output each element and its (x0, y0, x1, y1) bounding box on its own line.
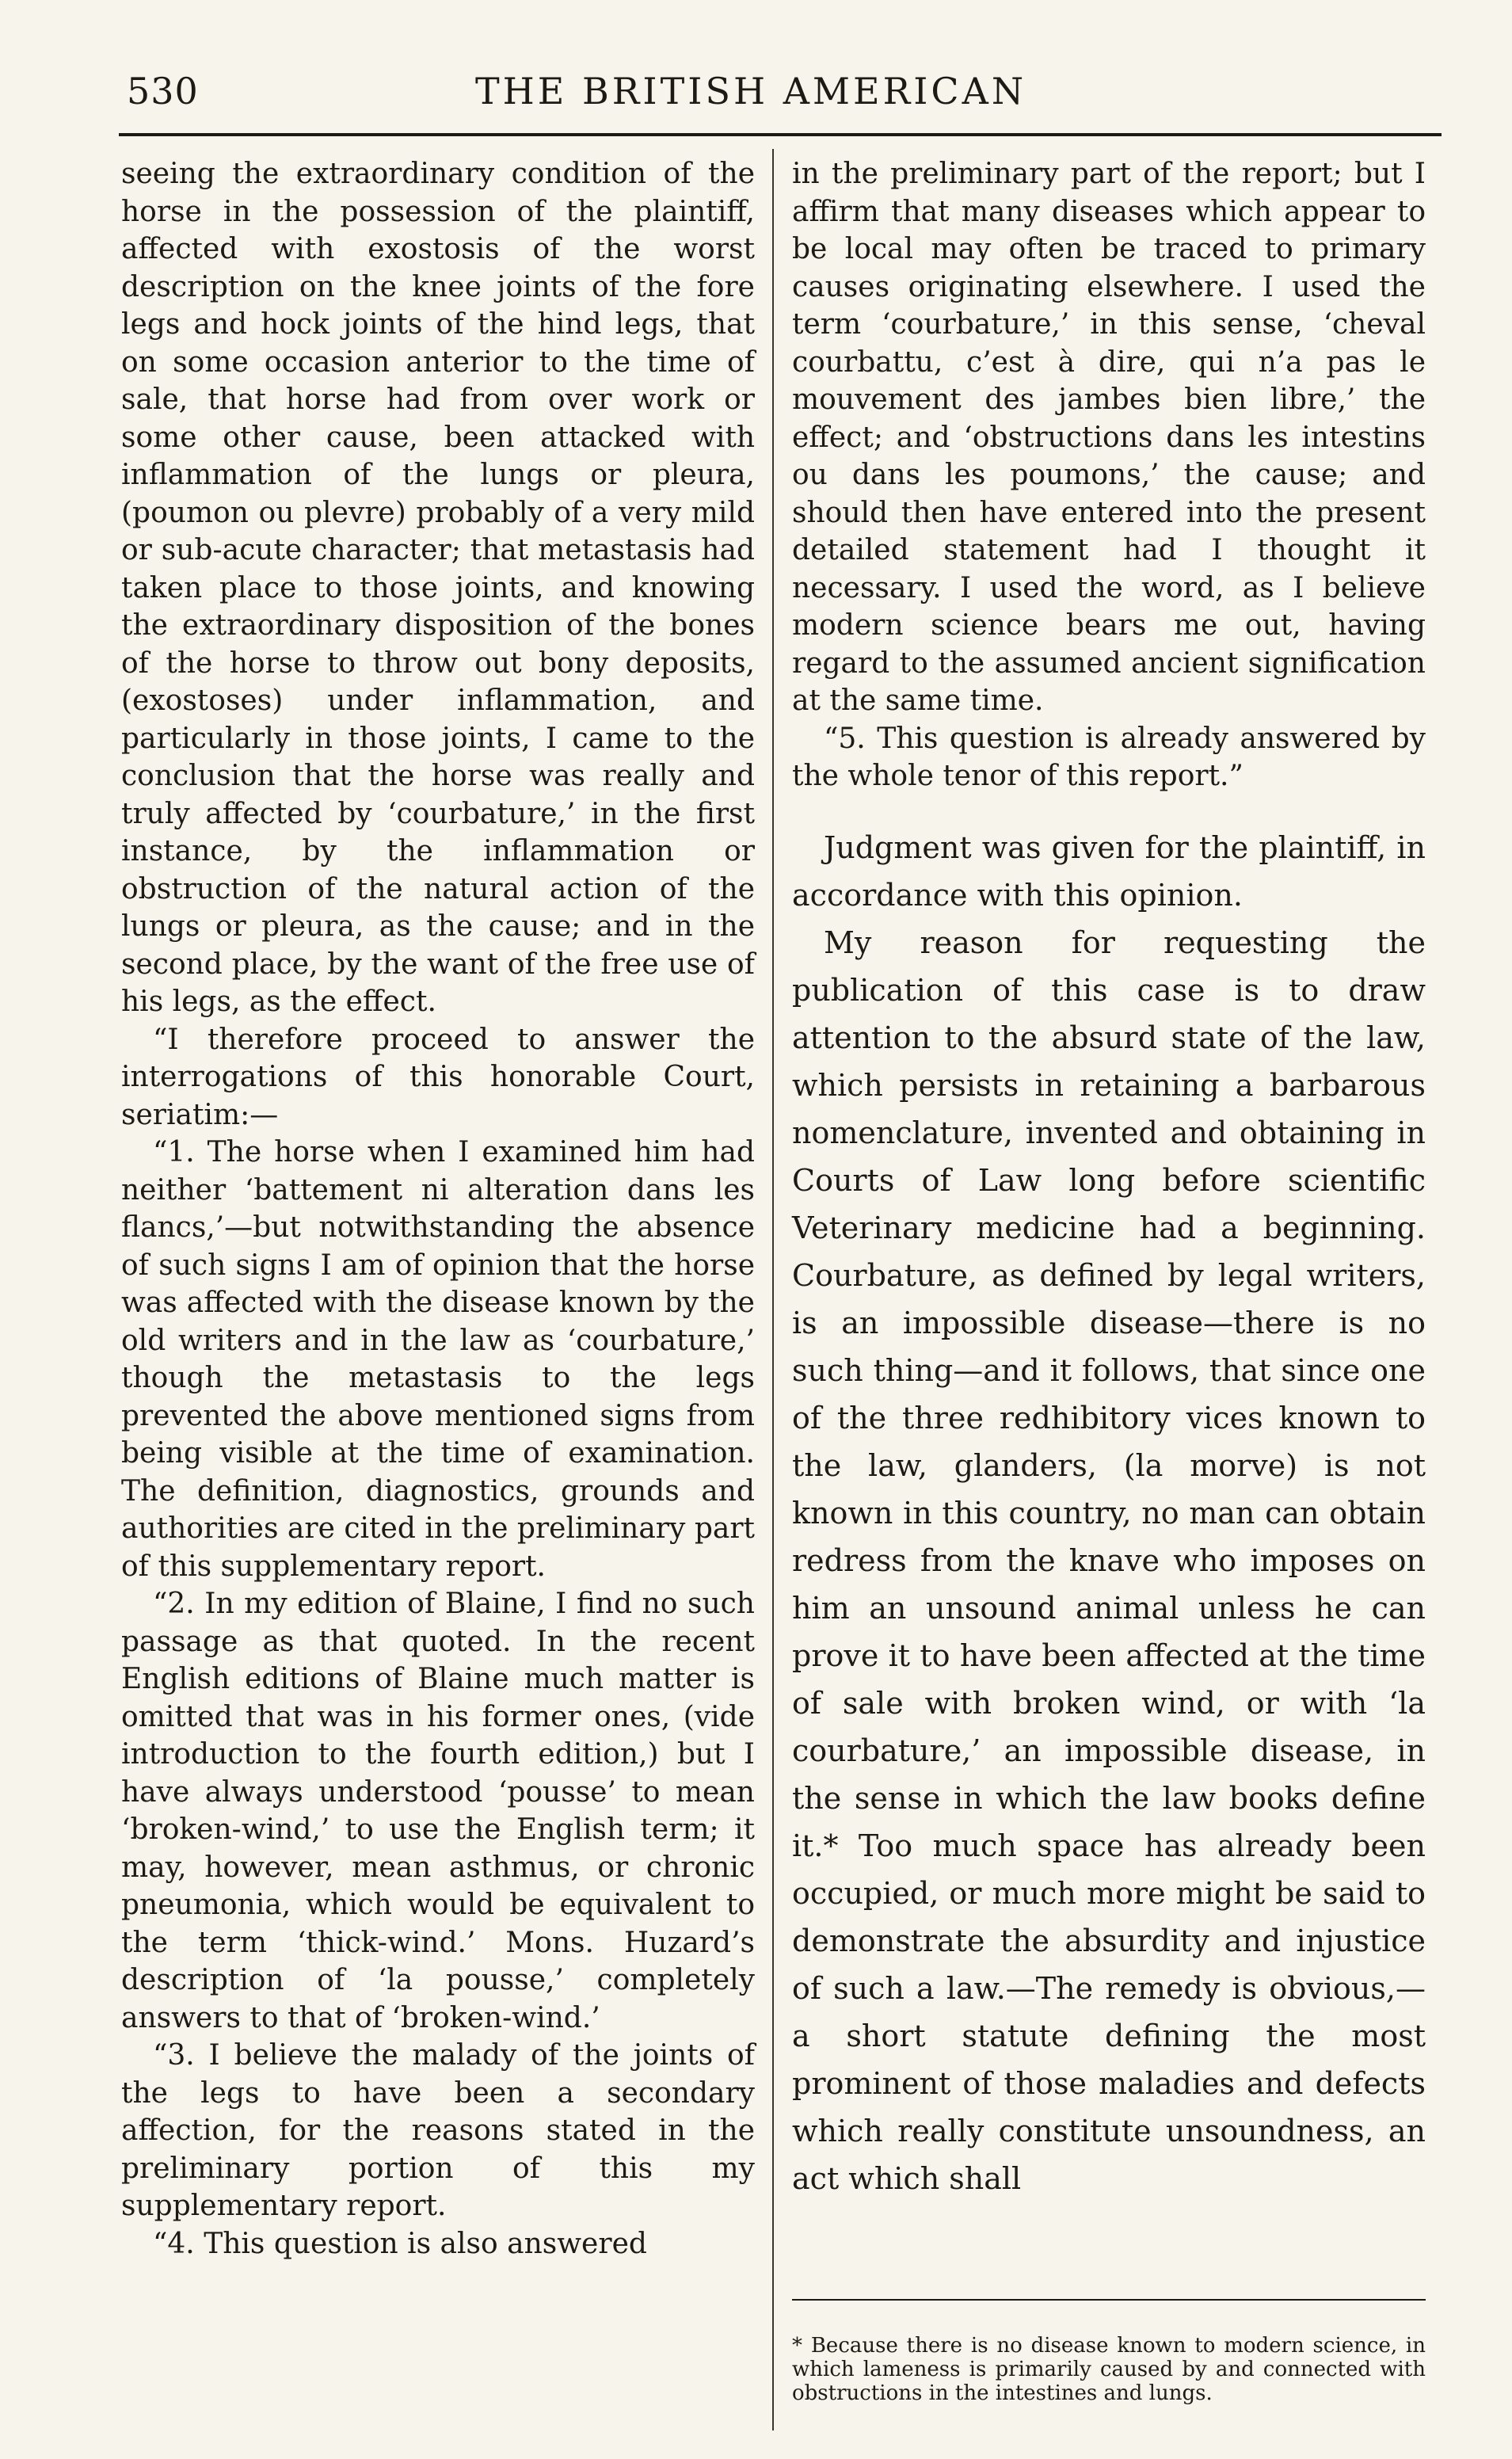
right-column (792, 155, 1426, 2202)
page-header (119, 62, 1442, 125)
paragraph: “I therefore proceed to answer the interrogations of this honorable Court, seriatim:— (121, 1023, 755, 1131)
left-column (121, 155, 755, 2263)
paragraph: “2. In my edition of Blaine, I find no such passage as that quoted. In the recent English editions of Blaine much matter is omitted that was in his former ones, (vide introduction to the fourth edition,) but I have always understood ‘pousse’ to mean ‘broken-wind,’ to use the English term; it may, however, mean asthmus, or chronic pneumonia, which would be equivalent to the term ‘thick-wind.’ Mons. Huzard’s description of ‘la pousse,’ completely answers to that of ‘broken-wind.’ (121, 1588, 755, 2034)
paragraph: My reason for requesting the publication of this case is to draw attention to the absurd state of the law, which persists in retaining a barbarous nomenclature, invented and obtaining in Courts of Law long before scientific Veterinary medicine had a beginning. Courbature, as defined by legal writers, is an impossible disease—there is no such thing—and it follows, that since one of the three redhibitory vices known to the law, glanders, (la morve) is not known in this country, no man can obtain redress from the knave who imposes on him an unsound animal unless he can prove it to have been affected at the time of sale with broken wind, or with ‘la courbature,’ an impossible disease, in the sense in which the law books define it.* Too much space has already been occupied, or much more might be said to demonstrate the absurdity and injustice of such a law.—The remedy is obvious,—a short statute defining the most prominent of those maladies and defects which really constitute unsoundness, an act which shall (792, 925, 1426, 2196)
paragraph: “5. This question is already answered by the whole tenor of this report.” (792, 722, 1426, 792)
header-rule (119, 133, 1442, 136)
column-divider (772, 149, 774, 2430)
paragraph: Judgment was given for the plaintiff, in accordance with this opinion. (792, 829, 1426, 913)
paragraph: “1. The horse when I examined him had neither ‘battement ni alteration dans les flancs,’—but notwithstanding the absence of such signs I am of opinion that the horse was affected with the disease known by the old writers and in the law as ‘courbature,’ though the metastasis to the legs prevented the above mentioned signs from being visible at the time of examination. The definition, diagnostics, grounds and authorities are cited in the preliminary part of this supplementary report. (121, 1136, 755, 1583)
running-title: THE BRITISH AMERICAN (475, 70, 1027, 112)
paragraph: “3. I believe the malady of the joints of the legs to have been a secondary affection, for the reasons stated in the preliminary portion of this my supplementary report. (121, 2039, 755, 2222)
paragraph: seeing the extraordinary condition of the horse in the possession of the plaintiff, affected with exostosis of the worst description on the knee joints of the fore legs and hock joints of the hind legs, that on some occasion anterior to the time of sale, that horse had from over work or some other cause, been attacked with inflammation of the lungs or pleura, (poumon ou plevre) probably of a very mild or sub-acute character; that metastasis had taken place to those joints, and knowing the extraordinary disposition of the bones of the horse to throw out bony deposits, (exostoses) under inflammation, and particularly in those joints, I came to the conclusion that the horse was really and truly affected by ‘courbature,’ in the first instance, by the inflammation or obstruction of the natural action of the lungs or pleura, as the cause; and in the second place, by the want of the free use of his legs, as the effect. (121, 158, 755, 1018)
page-number: 530 (127, 70, 199, 112)
footnote: * Because there is no disease known to modern science, in which lameness is primarily caused by and connected with obstructions in the intestines and lungs. (792, 2334, 1426, 2405)
footnote-rule (792, 2299, 1426, 2301)
paragraph: “4. This question is also answered (153, 2227, 647, 2260)
paragraph: in the preliminary part of the report; but I affirm that many diseases which appear to be local may often be traced to primary causes originating elsewhere. I used the term ‘courbature,’ in this sense, ‘cheval courbattu, c’est à dire, qui n’a pas le mouvement des jambes bien libre,’ the effect; and ‘obstructions dans les intestins ou dans les poumons,’ the cause; and should then have entered into the present detailed statement had I thought it necessary. I used the word, as I believe modern science bears me out, having regard to the assumed ancient signification at the same time. (792, 158, 1426, 717)
